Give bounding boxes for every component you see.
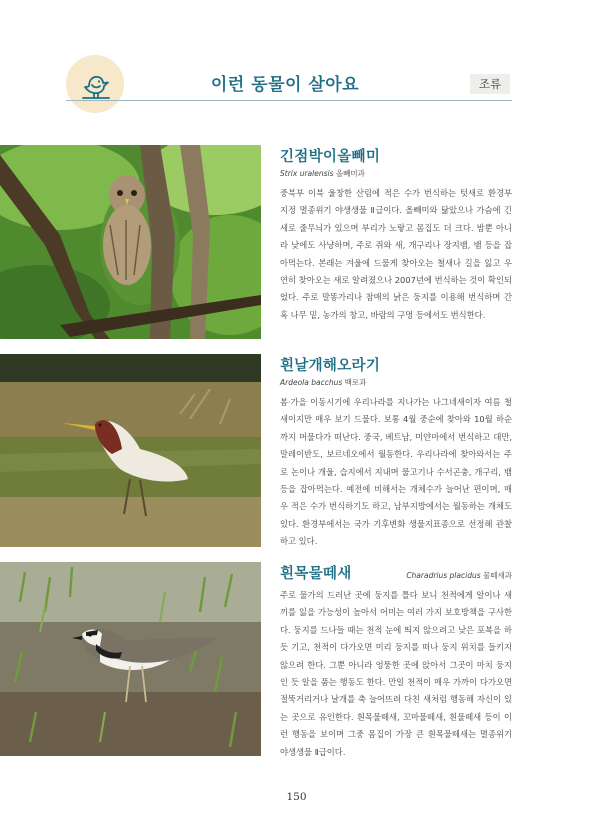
- species-description: 중북부 이북 울창한 산림에 적은 수가 번식하는 텃새로 환경부 지정 멸종위기 야생생물 Ⅱ급이다. 올빼미와 닮았으나 가슴에 긴 세로 줄무늬가 있으며 부리가 노랗고 몸집도 더 크다. 밤뿐 아니라 낮에도 사냥하며, 주로 쥐와 새, 개구리나 장지뱀, 뱀 등을 잡아먹는다. 본래는 겨울에 드물게 찾아오는 철새나 길을 잃고 우연히 찾아오는 새로 알려졌으나 2007년에 번식하는 것이 확인되었다. 주로 말똥가리나 참매의 낡은 둥지를 이용해 번식하며 간혹 나무 밑, 농가의 창고, 바람의 구멍 등에서도 번식한다.: [280, 188, 512, 320]
- scientific-name: Charadrius placidus: [406, 571, 481, 580]
- species-name: 흰목물떼새: [280, 566, 352, 582]
- species-name: 긴점박이올빼미: [280, 149, 381, 165]
- plover-photo: [0, 562, 261, 756]
- header-divider: [66, 100, 512, 101]
- family-name: 물떼새과: [483, 571, 512, 580]
- species-scientific: [280, 377, 512, 388]
- page-title: 이런 동물이 살아요: [210, 75, 360, 95]
- scientific-name: Ardeola bacchus: [280, 378, 343, 387]
- family-name: 백로과: [344, 378, 367, 387]
- entry-plover: [280, 562, 512, 761]
- category-label: 조류: [470, 74, 510, 94]
- scientific-name: Strix uralensis: [280, 169, 334, 178]
- owl-photo: [0, 145, 261, 339]
- page-number: 150: [286, 791, 307, 803]
- entry-heron: [280, 354, 512, 551]
- species-description: 주로 물가의 드러난 곳에 둥지를 틀다 보니 천적에게 알이나 새끼를 잃을 가능성이 높아서 어미는 여러 가지 보호방책을 구사한다. 둥지를 드나들 때는 천적 눈에 띄지 않으려고 낮은 포복을 하듯 기고, 천적이 다가오면 미리 둥지를 떠나 둥지 위치를 들키지 않으려 한다. 그뿐 아니라 엉뚱한 곳에 앉아서 그곳이 마치 둥지인 듯 알을 품는 행동도 한다. 만일 천적이 매우 가까이 다가오면 절뚝거리거나 날개를 축 늘어뜨려 다친 새처럼 행동해 자신이 있는 곳으로 유인한다. 흰목물떼새, 꼬마물떼새, 흰물떼새 등이 이런 행동을 보이며 그중 몸집이 가장 큰 흰목물떼새는 멸종위기 야생생물 Ⅱ급이다.: [280, 590, 512, 757]
- entry-owl: [280, 145, 512, 324]
- species-description: 봄·가을 이동시기에 우리나라를 지나가는 나그네새이자 여름 철새이지만 매우 보기 드물다. 보통 4월 중순에 찾아와 10월 하순까지 머물다가 떠난다. 중국, 베트남, 미얀마에서 번식하고 대만, 말레이반도, 보르네오에서 월동한다. 우리나라에 찾아와서는 주로 논이나 개울, 습지에서 지내며 물고기나 수서곤충, 개구리, 뱀 등을 잡아먹는다. 예전에 비해서는 개체수가 늘어난 편이며, 매우 적은 수가 번식하기도 하고, 남부지방에서는 월동하는 개체도 있다. 환경부에서는 국가 기후변화 생물지표종으로 선정해 관찰하고 있다.: [280, 397, 512, 547]
- family-name: 올빼미과: [335, 169, 365, 178]
- bird-icon: [78, 67, 114, 103]
- species-scientific: [406, 570, 512, 581]
- species-heading: [280, 562, 512, 583]
- page-header: [0, 0, 593, 110]
- species-scientific: [280, 168, 512, 179]
- species-name: 흰날개해오라기: [280, 358, 381, 374]
- heron-photo: [0, 354, 261, 547]
